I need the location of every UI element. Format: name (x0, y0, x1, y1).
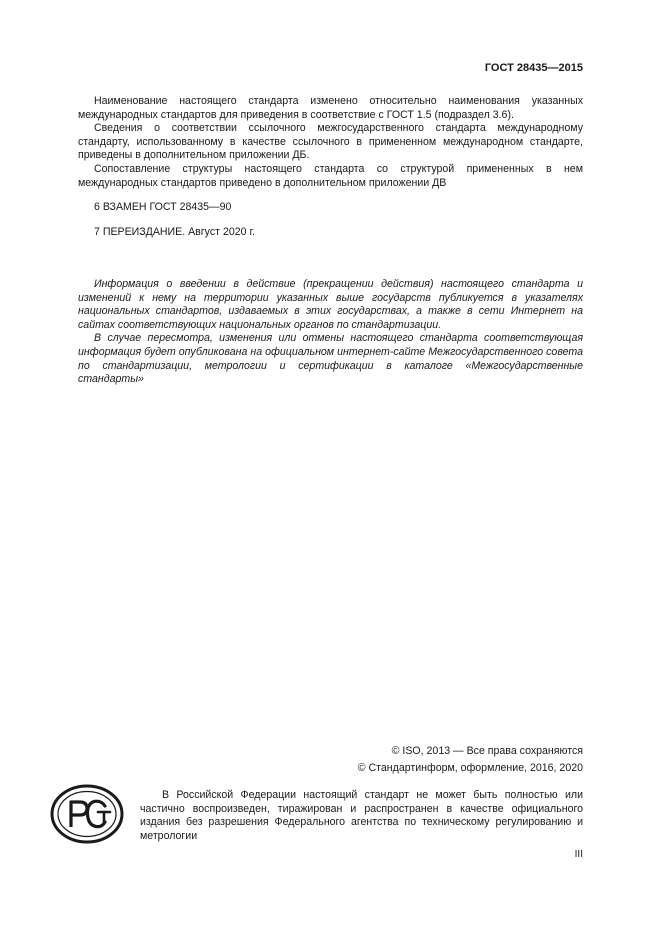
intro-section (78, 95, 583, 190)
intro-paragraph-structure: Сопоставление структуры настоящего стандарта со структурой примененных в нем международных стандартов приведено в дополнительном приложении ДВ (78, 162, 583, 189)
info-paragraph-publication: Информация о введении в действие (прекращении действия) настоящего стандарта и изменений к нему на территории указанных выше государств публикуется в указателях национальных стандартов, издаваемых в этих государствах, а также в сети Интернет на сайтах соответствующих национальных органов по стандартизации. (78, 278, 583, 331)
intro-paragraph-name-change: Наименование настоящего стандарта изменено относительно наименования указанных международных стандартов для приведения в соответствие с ГОСТ 1.5 (подраздел 3.6). (78, 95, 583, 121)
legal-notice: В Российской Федерации настоящий стандарт не может быть полностью или частично воспроизведен, тиражирован и распространен в качестве официального издания без разрешения Федерального агентства по техническому регулированию и метрологии (140, 789, 583, 842)
item-6-text: 6 ВЗАМЕН ГОСТ 28435—90 (94, 201, 232, 213)
item-7-text: 7 ПЕРЕИЗДАНИЕ. Август 2020 г. (94, 226, 255, 238)
item-6 (78, 201, 583, 215)
copyright-standartinform: © Стандартинформ, оформление, 2016, 2020 (357, 762, 583, 774)
intro-paragraph-reference-info: Сведения о соответствии ссылочного межгосударственного стандарта международному стандарту, использованному в качестве ссылочного в примененном международном стандарте, приведены в дополнительном приложении ДБ. (78, 122, 583, 162)
copyright-iso: © ISO, 2013 — Все права сохраняются (391, 745, 583, 757)
rst-logo-icon (48, 781, 126, 847)
document-header: ГОСТ 28435—2015 (484, 62, 583, 74)
info-paragraph-revision: В случае пересмотра, изменения или отмены настоящего стандарта соответствующая информация будет опубликована на официальном интернет-сайте Межгосударственного совета по стандартизации, метрологии и сертификации в каталоге «Межгосударственные стандарты» (78, 332, 583, 386)
item-7 (78, 226, 583, 240)
info-section (78, 278, 583, 387)
page-number: III (574, 849, 583, 860)
